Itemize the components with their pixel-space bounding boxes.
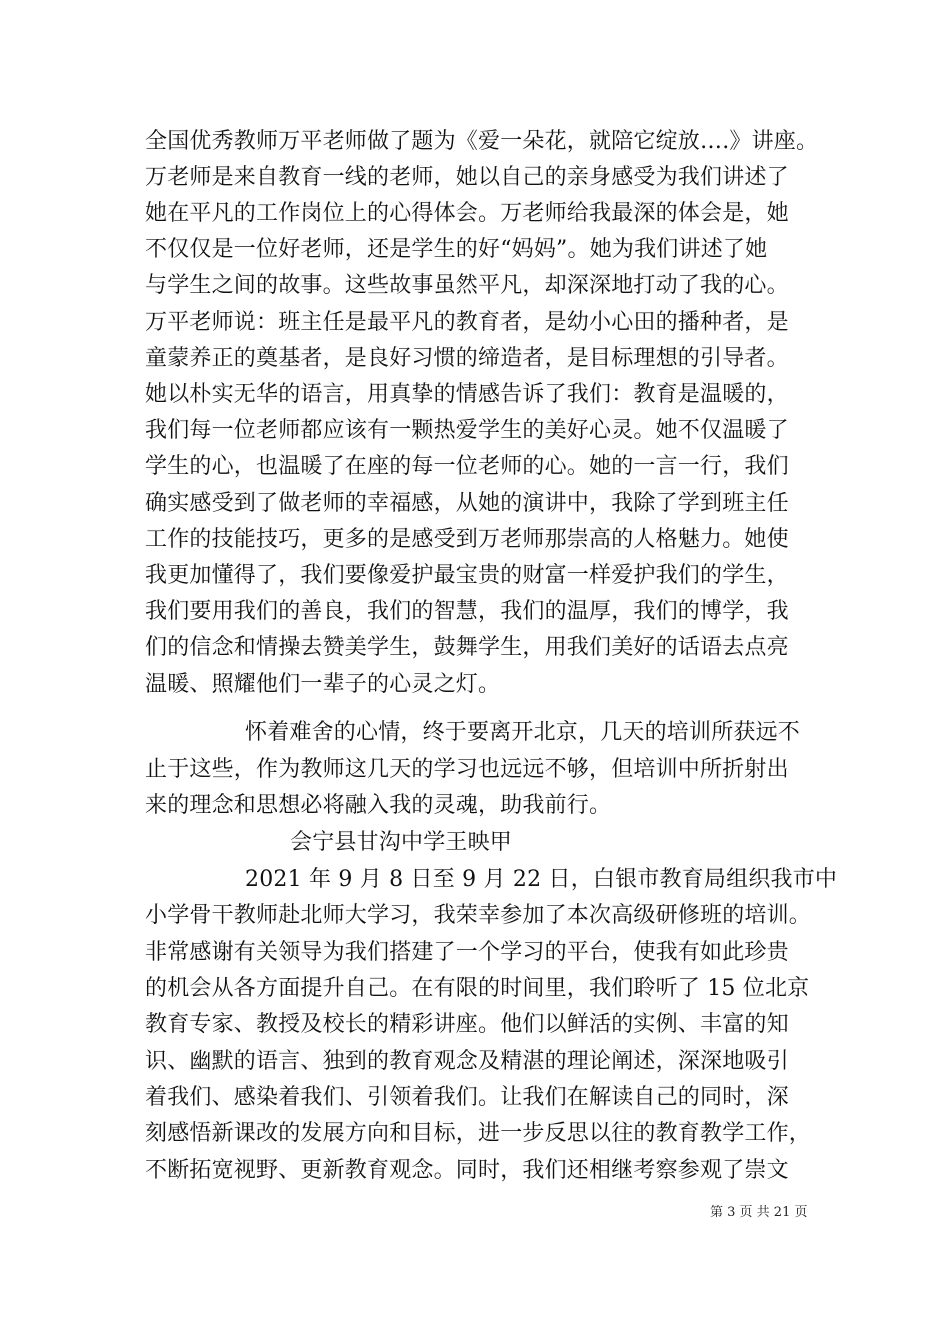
text-line-22: 小学骨干教师赴北师大学习，我荣幸参加了本次高级研修班的培训。	[145, 903, 812, 928]
page-number-footer: 第 3 页 共 21 页	[710, 1205, 808, 1220]
text-line-28: 刻感悟新课改的发展方向和目标，进一步反思以往的教育教学工作，	[145, 1121, 812, 1146]
text-line-29: 不断拓宽视野、更新教育观念。同时，我们还相继考察参观了崇文	[145, 1158, 789, 1183]
text-line-7: 童蒙养正的奠基者，是良好习惯的缔造者，是目标理想的引导者。	[145, 346, 789, 371]
text-line-27: 着我们、感染着我们、引领着我们。让我们在解读自己的同时，深	[145, 1085, 789, 1110]
text-line-14: 我们要用我们的善良，我们的智慧，我们的温厚，我们的博学，我	[145, 599, 789, 624]
text-line-13: 我更加懂得了，我们要像爱护最宝贵的财富一样爱护我们的学生，	[145, 563, 789, 588]
text-line-19: 来的理念和思想必将融入我的灵魂，助我前行。	[145, 793, 612, 818]
text-line-24: 的机会从各方面提升自己。在有限的时间里，我们聆听了 15 位北京	[145, 976, 810, 1001]
text-line-3: 她在平凡的工作岗位上的心得体会。万老师给我最深的体会是，她	[145, 201, 789, 226]
text-line-26: 识、幽默的语言、独到的教育观念及精湛的理论阐述，深深地吸引	[145, 1049, 789, 1074]
text-line-10: 学生的心，也温暖了在座的每一位老师的心。她的一言一行，我们	[145, 454, 789, 479]
text-line-8: 她以朴实无华的语言，用真挚的情感告诉了我们：教育是温暖的，	[145, 382, 789, 407]
text-line-25: 教育专家、教授及校长的精彩讲座。他们以鲜活的实例、丰富的知	[145, 1012, 789, 1037]
text-line-5: 与学生之间的故事。这些故事虽然平凡，却深深地打动了我的心。	[145, 273, 789, 298]
text-line-12: 工作的技能技巧，更多的是感受到万老师那崇高的人格魅力。她使	[145, 527, 789, 552]
text-line-15: 们的信念和情操去赞美学生，鼓舞学生，用我们美好的话语去点亮	[145, 635, 789, 660]
text-line-21: 2021 年 9 月 8 日至 9 月 22 日，白银市教育局组织我市中	[245, 867, 838, 892]
text-line-18: 止于这些，作为教师这几天的学习也远远不够，但培训中所折射出	[145, 757, 789, 782]
text-line-17: 怀着难舍的心情，终于要离开北京，几天的培训所获远不	[245, 720, 801, 745]
text-line-11: 确实感受到了做老师的幸福感，从她的演讲中，我除了学到班主任	[145, 491, 789, 516]
author-line: 会宁县甘沟中学王映甲	[290, 830, 513, 855]
text-line-6: 万平老师说：班主任是最平凡的教育者，是幼小心田的播种者，是	[145, 310, 789, 335]
text-line-23: 非常感谢有关领导为我们搭建了一个学习的平台，使我有如此珍贵	[145, 940, 789, 965]
text-line-9: 我们每一位老师都应该有一颗热爱学生的美好心灵。她不仅温暖了	[145, 418, 789, 443]
text-line-4: 不仅仅是一位好老师，还是学生的好“妈妈”。她为我们讲述了她	[145, 237, 768, 262]
text-line-2: 万老师是来自教育一线的老师，她以自己的亲身感受为我们讲述了	[145, 165, 789, 190]
text-line-16: 温暖、照耀他们一辈子的心灵之灯。	[145, 672, 501, 697]
text-line-1: 全国优秀教师万平老师做了题为《爱一朵花，就陪它绽放….》讲座。	[145, 129, 819, 154]
